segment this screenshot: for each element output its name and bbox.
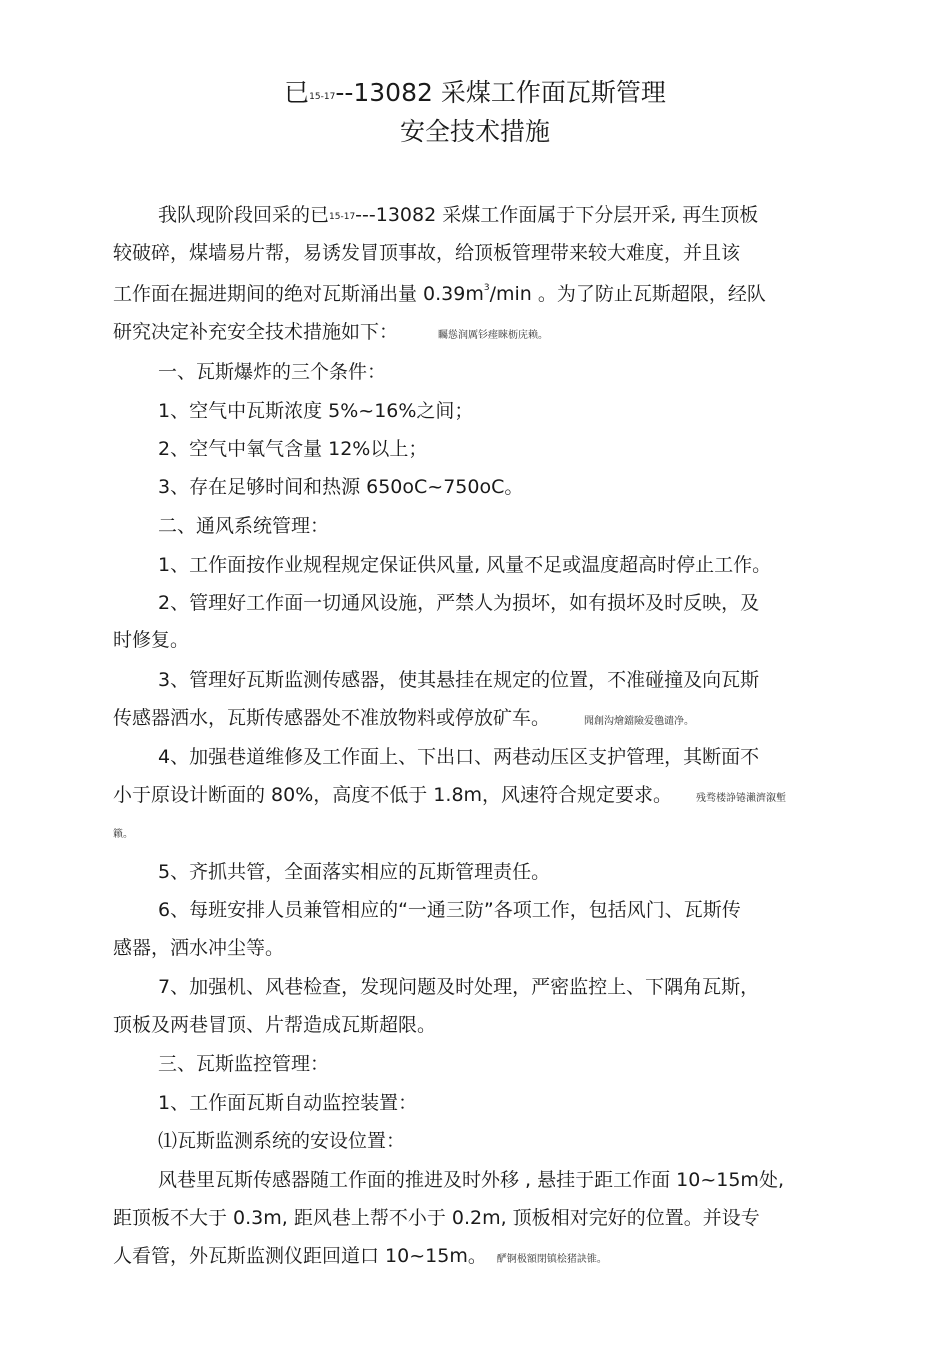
doc-title-line1 <box>0 76 950 114</box>
section3-item1-sub1: ⑴瓦斯监测系统的安设位置： <box>158 1130 406 1152</box>
title-text-b: --13082 采煤工作面瓦斯管理 <box>335 78 666 107</box>
section3-text-line3-a: 人看管，外瓦斯监测仪距回道口 10~15m。 <box>113 1245 487 1267</box>
section2-item4-line3: 籟。 <box>113 829 133 840</box>
section3-heading: 三、瓦斯监控管理： <box>158 1053 330 1075</box>
section2-item6-line1: 6、每班安排人员兼管相应的“一通三防”各项工作，包括风门、瓦斯传 <box>158 899 741 921</box>
section2-item4-line1: 4、加强巷道维修及工作面上、下出口、两巷动压区支护管理，其断面不 <box>158 746 760 768</box>
section2-item2-line1: 2、管理好工作面一切通风设施，严禁人为损坏，如有损坏及时反映，及 <box>158 592 760 614</box>
para1-line4-a: 研究决定补充安全技术措施如下： <box>113 321 399 343</box>
para1-subscript: 15-17 <box>329 212 356 222</box>
section2-item6-line2: 感器，洒水冲尘等。 <box>113 937 285 959</box>
para1-line4 <box>113 319 548 349</box>
para1-line3 <box>113 281 766 307</box>
section2-item3-line1: 3、管理好瓦斯监测传感器，使其悬挂在规定的位置，不准碰撞及向瓦斯 <box>158 669 760 691</box>
section2-item3-line2 <box>113 705 694 735</box>
section2-item3-line2-a: 传感器洒水，瓦斯传感器处不准放物料或停放矿车。 <box>113 707 551 729</box>
para1-line2: 较破碎，煤墙易片帮，易诱发冒顶事故，给顶板管理带来较大难度，并且该 <box>113 242 741 264</box>
garbled-mark: 矚慫润厲钐瘗睞枥庑赖。 <box>438 330 549 341</box>
garbled-mark: 聞創沟燴鐺險爱氇谴净。 <box>584 716 695 727</box>
title-text-a: 已 <box>284 78 310 107</box>
section2-item5: 5、齐抓共管，全面落实相应的瓦斯管理责任。 <box>158 861 551 883</box>
section2-item2-line2: 时修复。 <box>113 629 190 651</box>
section2-item4-line2-a: 小于原设计断面的 80%，高度不低于 1.8m，风速符合规定要求。 <box>113 784 673 806</box>
garbled-mark: 酽锕极額閉镇桧猪訣锥。 <box>496 1254 607 1265</box>
section1-item3: 3、存在足够时间和热源 650oC~750oC。 <box>158 476 524 498</box>
section3-item1: 1、工作面瓦斯自动监控装置： <box>158 1092 418 1114</box>
section1-item2: 2、空气中氧气含量 12%以上； <box>158 438 428 460</box>
para1-line1-b: ---13082 采煤工作面属于下分层开采, 再生顶板 <box>355 204 759 226</box>
superscript-3: 3 <box>483 283 490 293</box>
section2-item7-line1: 7、加强机、风巷检查，发现问题及时处理，严密监控上、下隅角瓦斯， <box>158 976 760 998</box>
garbled-mark: 残骛楼諍锩瀨濟溆塹 <box>696 793 787 804</box>
section3-text-line1: 风巷里瓦斯传感器随工作面的推进及时外移 , 悬挂于距工作面 10~15m处, <box>158 1169 784 1191</box>
section2-item1: 1、工作面按作业规程规定保证供风量, 风量不足或温度超高时停止工作。 <box>158 554 772 576</box>
doc-title-line2: 安全技术措施 <box>399 117 550 146</box>
para1-line1-a: 我队现阶段回采的已 <box>158 204 330 226</box>
section1-item1: 1、空气中瓦斯浓度 5%~16%之间； <box>158 400 474 422</box>
section3-text-line3 <box>113 1243 607 1273</box>
para1-line3-a: 工作面在掘进期间的绝对瓦斯涌出量 0.39m <box>113 283 484 305</box>
section2-item4-line2 <box>113 782 786 812</box>
para1-line3-b: /min 。为了防止瓦斯超限，经队 <box>489 283 766 305</box>
para1-line1 <box>158 202 758 230</box>
title-subscript: 15-17 <box>309 92 336 102</box>
section2-heading: 二、通风系统管理： <box>158 515 330 537</box>
section3-text-line2: 距顶板不大于 0.3m, 距风巷上帮不小于 0.2m, 顶板相对完好的位置。并设专 <box>113 1207 760 1229</box>
section2-item7-line2: 顶板及两巷冒顶、片帮造成瓦斯超限。 <box>113 1014 437 1036</box>
section1-heading: 一、瓦斯爆炸的三个条件： <box>158 361 387 383</box>
